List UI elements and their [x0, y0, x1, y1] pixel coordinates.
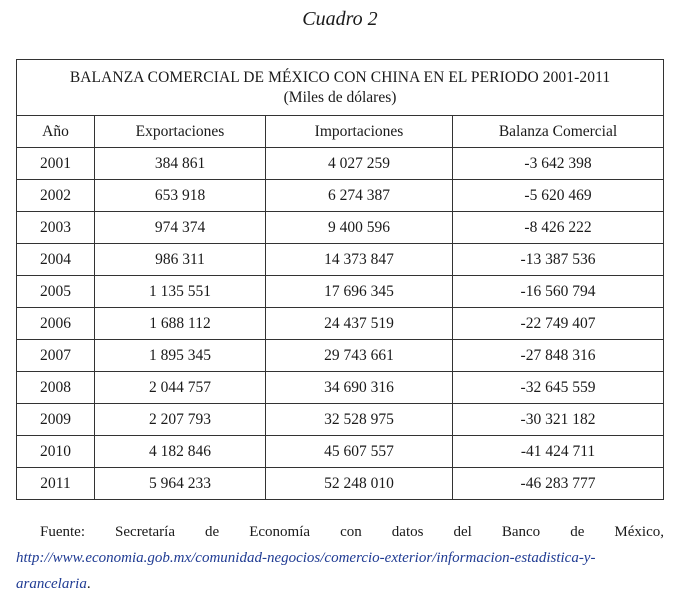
table-row [17, 468, 664, 500]
cell-balance: -5 620 469 [453, 180, 664, 212]
cell-year: 2008 [17, 372, 95, 404]
cell-year: 2010 [17, 436, 95, 468]
cell-imports: 32 528 975 [266, 404, 453, 436]
table-row [17, 404, 664, 436]
cell-exports: 653 918 [95, 180, 266, 212]
table-caption: Cuadro 2 [302, 8, 378, 30]
cell-year: 2005 [17, 276, 95, 308]
cell-imports: 45 607 557 [266, 436, 453, 468]
cell-balance: -16 560 794 [453, 276, 664, 308]
cell-balance: -46 283 777 [453, 468, 664, 500]
cell-exports: 4 182 846 [95, 436, 266, 468]
trade-balance-table [16, 59, 664, 500]
table-row [17, 308, 664, 340]
cell-balance: -41 424 711 [453, 436, 664, 468]
cell-year: 2001 [17, 148, 95, 180]
table-row [17, 372, 664, 404]
cell-imports: 9 400 596 [266, 212, 453, 244]
source-text: Fuente: Secretaría de Economía con datos del Banco de México, [40, 524, 664, 540]
table-title: BALANZA COMERCIAL DE MÉXICO CON CHINA EN EL PERIODO 2001-2011 [69, 68, 611, 86]
column-header-balance: Balanza Comercial [453, 116, 664, 148]
cell-balance: -30 321 182 [453, 404, 664, 436]
cell-balance: -13 387 536 [453, 244, 664, 276]
cell-balance: -27 848 316 [453, 340, 664, 372]
cell-imports: 52 248 010 [266, 468, 453, 500]
table-row [17, 244, 664, 276]
cell-balance: -22 749 407 [453, 308, 664, 340]
column-header-year: Año [17, 116, 95, 148]
cell-imports: 24 437 519 [266, 308, 453, 340]
cell-imports: 34 690 316 [266, 372, 453, 404]
table-row [17, 180, 664, 212]
cell-exports: 1 688 112 [95, 308, 266, 340]
table-row [17, 340, 664, 372]
cell-imports: 4 027 259 [266, 148, 453, 180]
cell-imports: 14 373 847 [266, 244, 453, 276]
column-header-exports: Exportaciones [95, 116, 266, 148]
cell-balance: -32 645 559 [453, 372, 664, 404]
cell-year: 2006 [17, 308, 95, 340]
cell-year: 2004 [17, 244, 95, 276]
cell-exports: 2 207 793 [95, 404, 266, 436]
cell-year: 2002 [17, 180, 95, 212]
cell-imports: 6 274 387 [266, 180, 453, 212]
table-title-cell [17, 60, 664, 116]
cell-balance: -3 642 398 [453, 148, 664, 180]
table-row [17, 212, 664, 244]
cell-year: 2009 [17, 404, 95, 436]
cell-exports: 5 964 233 [95, 468, 266, 500]
cell-imports: 17 696 345 [266, 276, 453, 308]
cell-year: 2003 [17, 212, 95, 244]
cell-year: 2007 [17, 340, 95, 372]
cell-exports: 1 135 551 [95, 276, 266, 308]
cell-exports: 986 311 [95, 244, 266, 276]
table-row [17, 148, 664, 180]
cell-exports: 2 044 757 [95, 372, 266, 404]
table-units: (Miles de dólares) [283, 88, 397, 106]
cell-imports: 29 743 661 [266, 340, 453, 372]
table-row [17, 436, 664, 468]
source-end: . [86, 576, 91, 592]
cell-exports: 1 895 345 [95, 340, 266, 372]
cell-year: 2011 [17, 468, 95, 500]
column-header-imports: Importaciones [266, 116, 453, 148]
source-link[interactable]: http://www.economia.gob.mx/comunidad-negocios/comercio-exterior/informacion-estadistica-y-arancelaria [16, 550, 596, 592]
table-body [17, 148, 664, 500]
cell-exports: 384 861 [95, 148, 266, 180]
source-note [16, 519, 664, 597]
table-row [17, 276, 664, 308]
header-row [17, 116, 664, 148]
cell-balance: -8 426 222 [453, 212, 664, 244]
cell-exports: 974 374 [95, 212, 266, 244]
